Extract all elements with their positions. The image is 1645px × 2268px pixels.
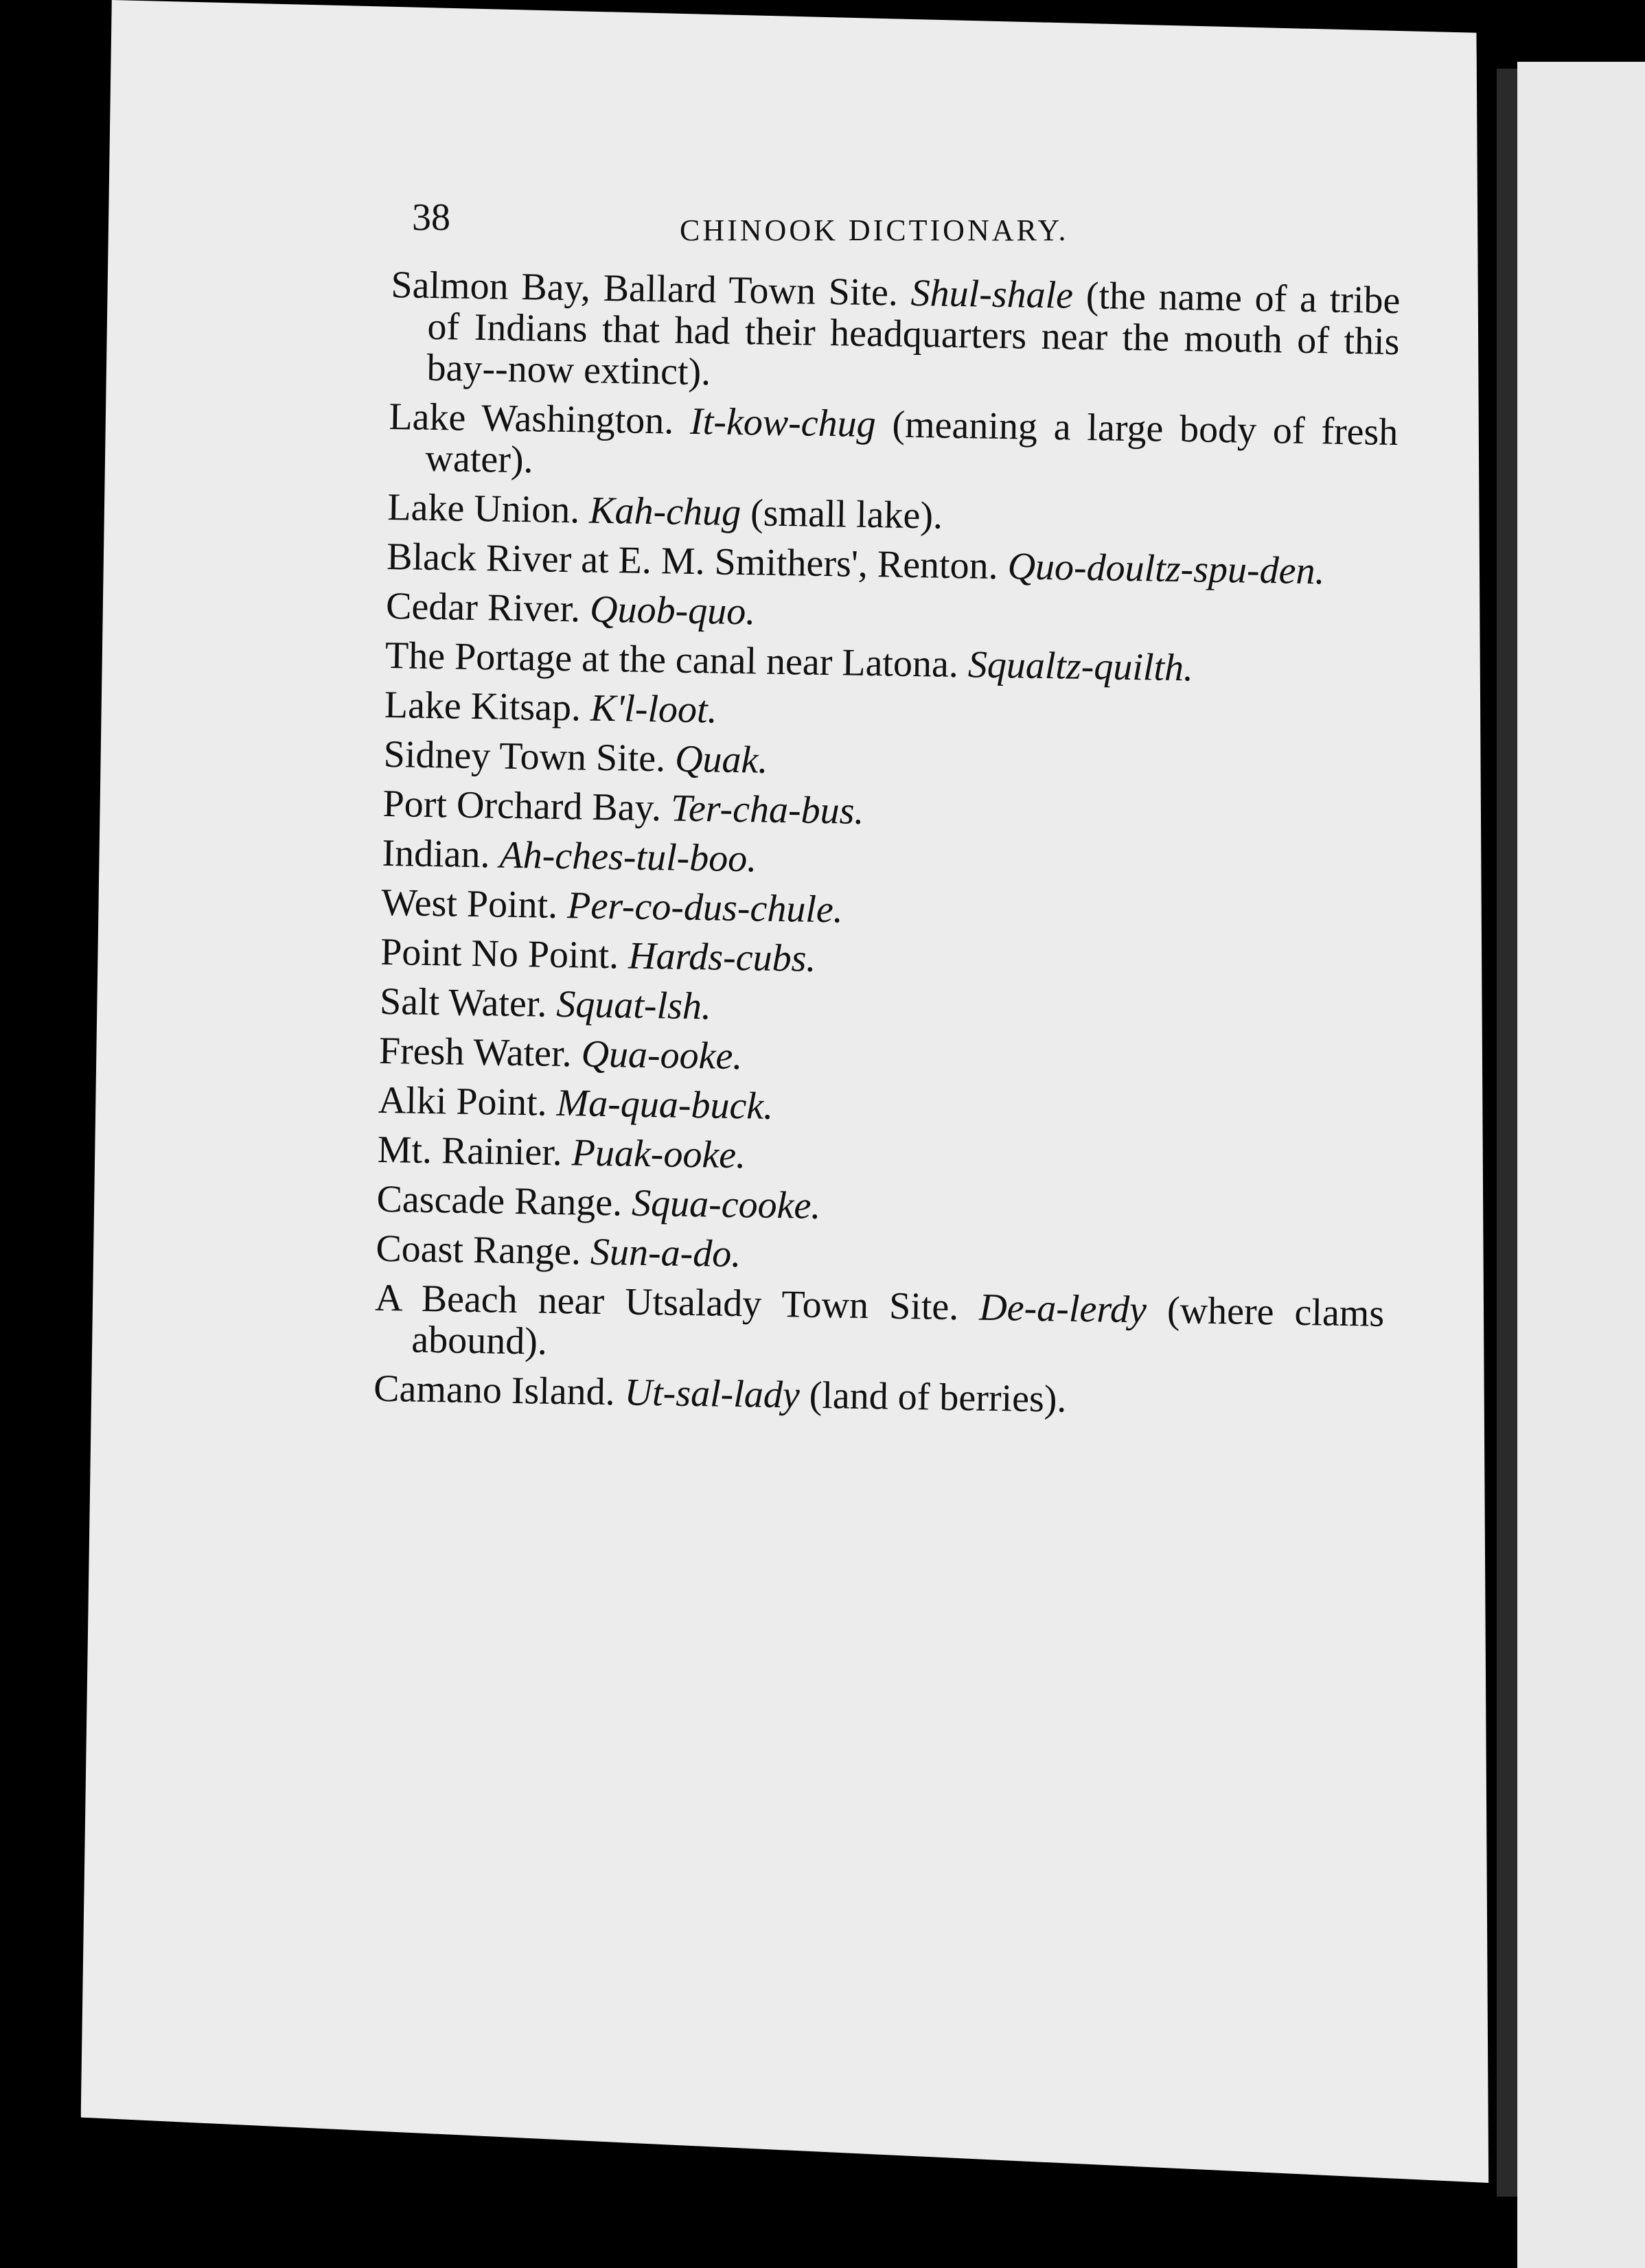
dictionary-entries: [373, 264, 1401, 1433]
entry-term: The Portage at the canal near Latona.: [384, 634, 959, 686]
entry-note: (the name of a tribe of Indians that had their headquarters near the mouth of this bay--now extinct).: [426, 274, 1401, 394]
entry-term: Salt Water.: [379, 980, 547, 1026]
entry-term: Black River at E. M. Smithers', Renton.: [386, 535, 999, 588]
entry-native-word: Squaltz-quilth.: [967, 643, 1194, 690]
entry-term: Indian.: [382, 831, 491, 877]
entry-native-word: K'l-loot.: [590, 686, 718, 732]
entry: [384, 684, 1394, 741]
entry-term: Coast Range.: [375, 1227, 582, 1273]
entry: [376, 1228, 1385, 1285]
entry: [383, 734, 1393, 791]
entry-term: Salmon Bay, Ballard Town Site.: [391, 264, 899, 314]
entry: [386, 586, 1396, 643]
entry-native-word: Per-co-dus-chule.: [566, 884, 844, 931]
entry-native-word: Shul-shale: [910, 271, 1074, 317]
entry: [387, 487, 1397, 544]
entry-note: (small lake).: [750, 491, 943, 537]
entry: [381, 882, 1391, 939]
entry-native-word: Qua-ooke.: [581, 1032, 743, 1078]
entry: [388, 396, 1399, 494]
entry-term: A Beach near Utsalady Town Site.: [374, 1276, 959, 1329]
entry-native-word: Quak.: [674, 737, 768, 782]
entry: [387, 536, 1396, 593]
entry: [377, 1129, 1387, 1186]
entry-term: Lake Kitsap.: [384, 683, 582, 730]
entry: [373, 1368, 1383, 1425]
entry-term: Lake Washington.: [389, 395, 674, 443]
entry-term: Sidney Town Site.: [383, 732, 666, 780]
entry-native-word: Ma-qua-buck.: [556, 1081, 774, 1128]
page-number: 38: [412, 196, 450, 239]
entry-native-word: Quo-doultz-spu-den.: [1007, 545, 1326, 593]
entry: [376, 1179, 1386, 1236]
entry-term: Cascade Range.: [376, 1177, 623, 1225]
entry-native-word: Quob-quo.: [589, 588, 756, 634]
entry-native-word: It-kow-chug: [689, 400, 877, 446]
entry: [379, 1030, 1389, 1087]
entry-term: Mt. Rainier.: [377, 1128, 563, 1174]
entry: [378, 1080, 1388, 1137]
entry-native-word: Kah-chug: [588, 489, 741, 535]
entry: [389, 264, 1401, 404]
entry-term: Camano Island.: [373, 1367, 616, 1414]
entry: [374, 1277, 1385, 1376]
entry-term: West Point.: [380, 881, 558, 927]
entry: [385, 635, 1395, 692]
entry-note: (land of berries).: [809, 1374, 1067, 1421]
entry-native-word: Puak-ooke.: [571, 1131, 746, 1177]
entry-native-word: Hards-cubs.: [628, 934, 816, 980]
entry-term: Point No Point.: [380, 930, 619, 977]
entry: [382, 833, 1392, 890]
entry-native-word: Ut-sal-lady: [624, 1371, 801, 1417]
entry-native-word: Sun-a-do.: [590, 1230, 741, 1276]
entry-term: Fresh Water.: [378, 1029, 573, 1076]
entry-native-word: De-a-lerdy: [978, 1286, 1147, 1332]
book-gutter: [1497, 69, 1517, 2197]
entry-native-word: Ah-ches-tul-boo.: [499, 833, 757, 881]
entry: [380, 981, 1390, 1038]
entry-term: Alki Point.: [378, 1078, 548, 1124]
entry-term: Port Orchard Bay.: [382, 782, 662, 830]
entry-note: (where clams abound).: [411, 1288, 1385, 1363]
entry-note: (meaning a large body of fresh water).: [425, 403, 1399, 482]
entry-native-word: Ter-cha-bus.: [670, 787, 864, 833]
entry: [382, 783, 1392, 840]
right-page-edge: [1517, 62, 1645, 2268]
entry-term: Lake Union.: [387, 485, 580, 532]
entry-native-word: Squat-lsh.: [555, 982, 712, 1028]
entry: [380, 931, 1390, 988]
entry-native-word: Squa-cooke.: [631, 1181, 821, 1227]
running-head: CHINOOK DICTIONARY.: [680, 213, 1069, 247]
entry-term: Cedar River.: [385, 584, 581, 631]
